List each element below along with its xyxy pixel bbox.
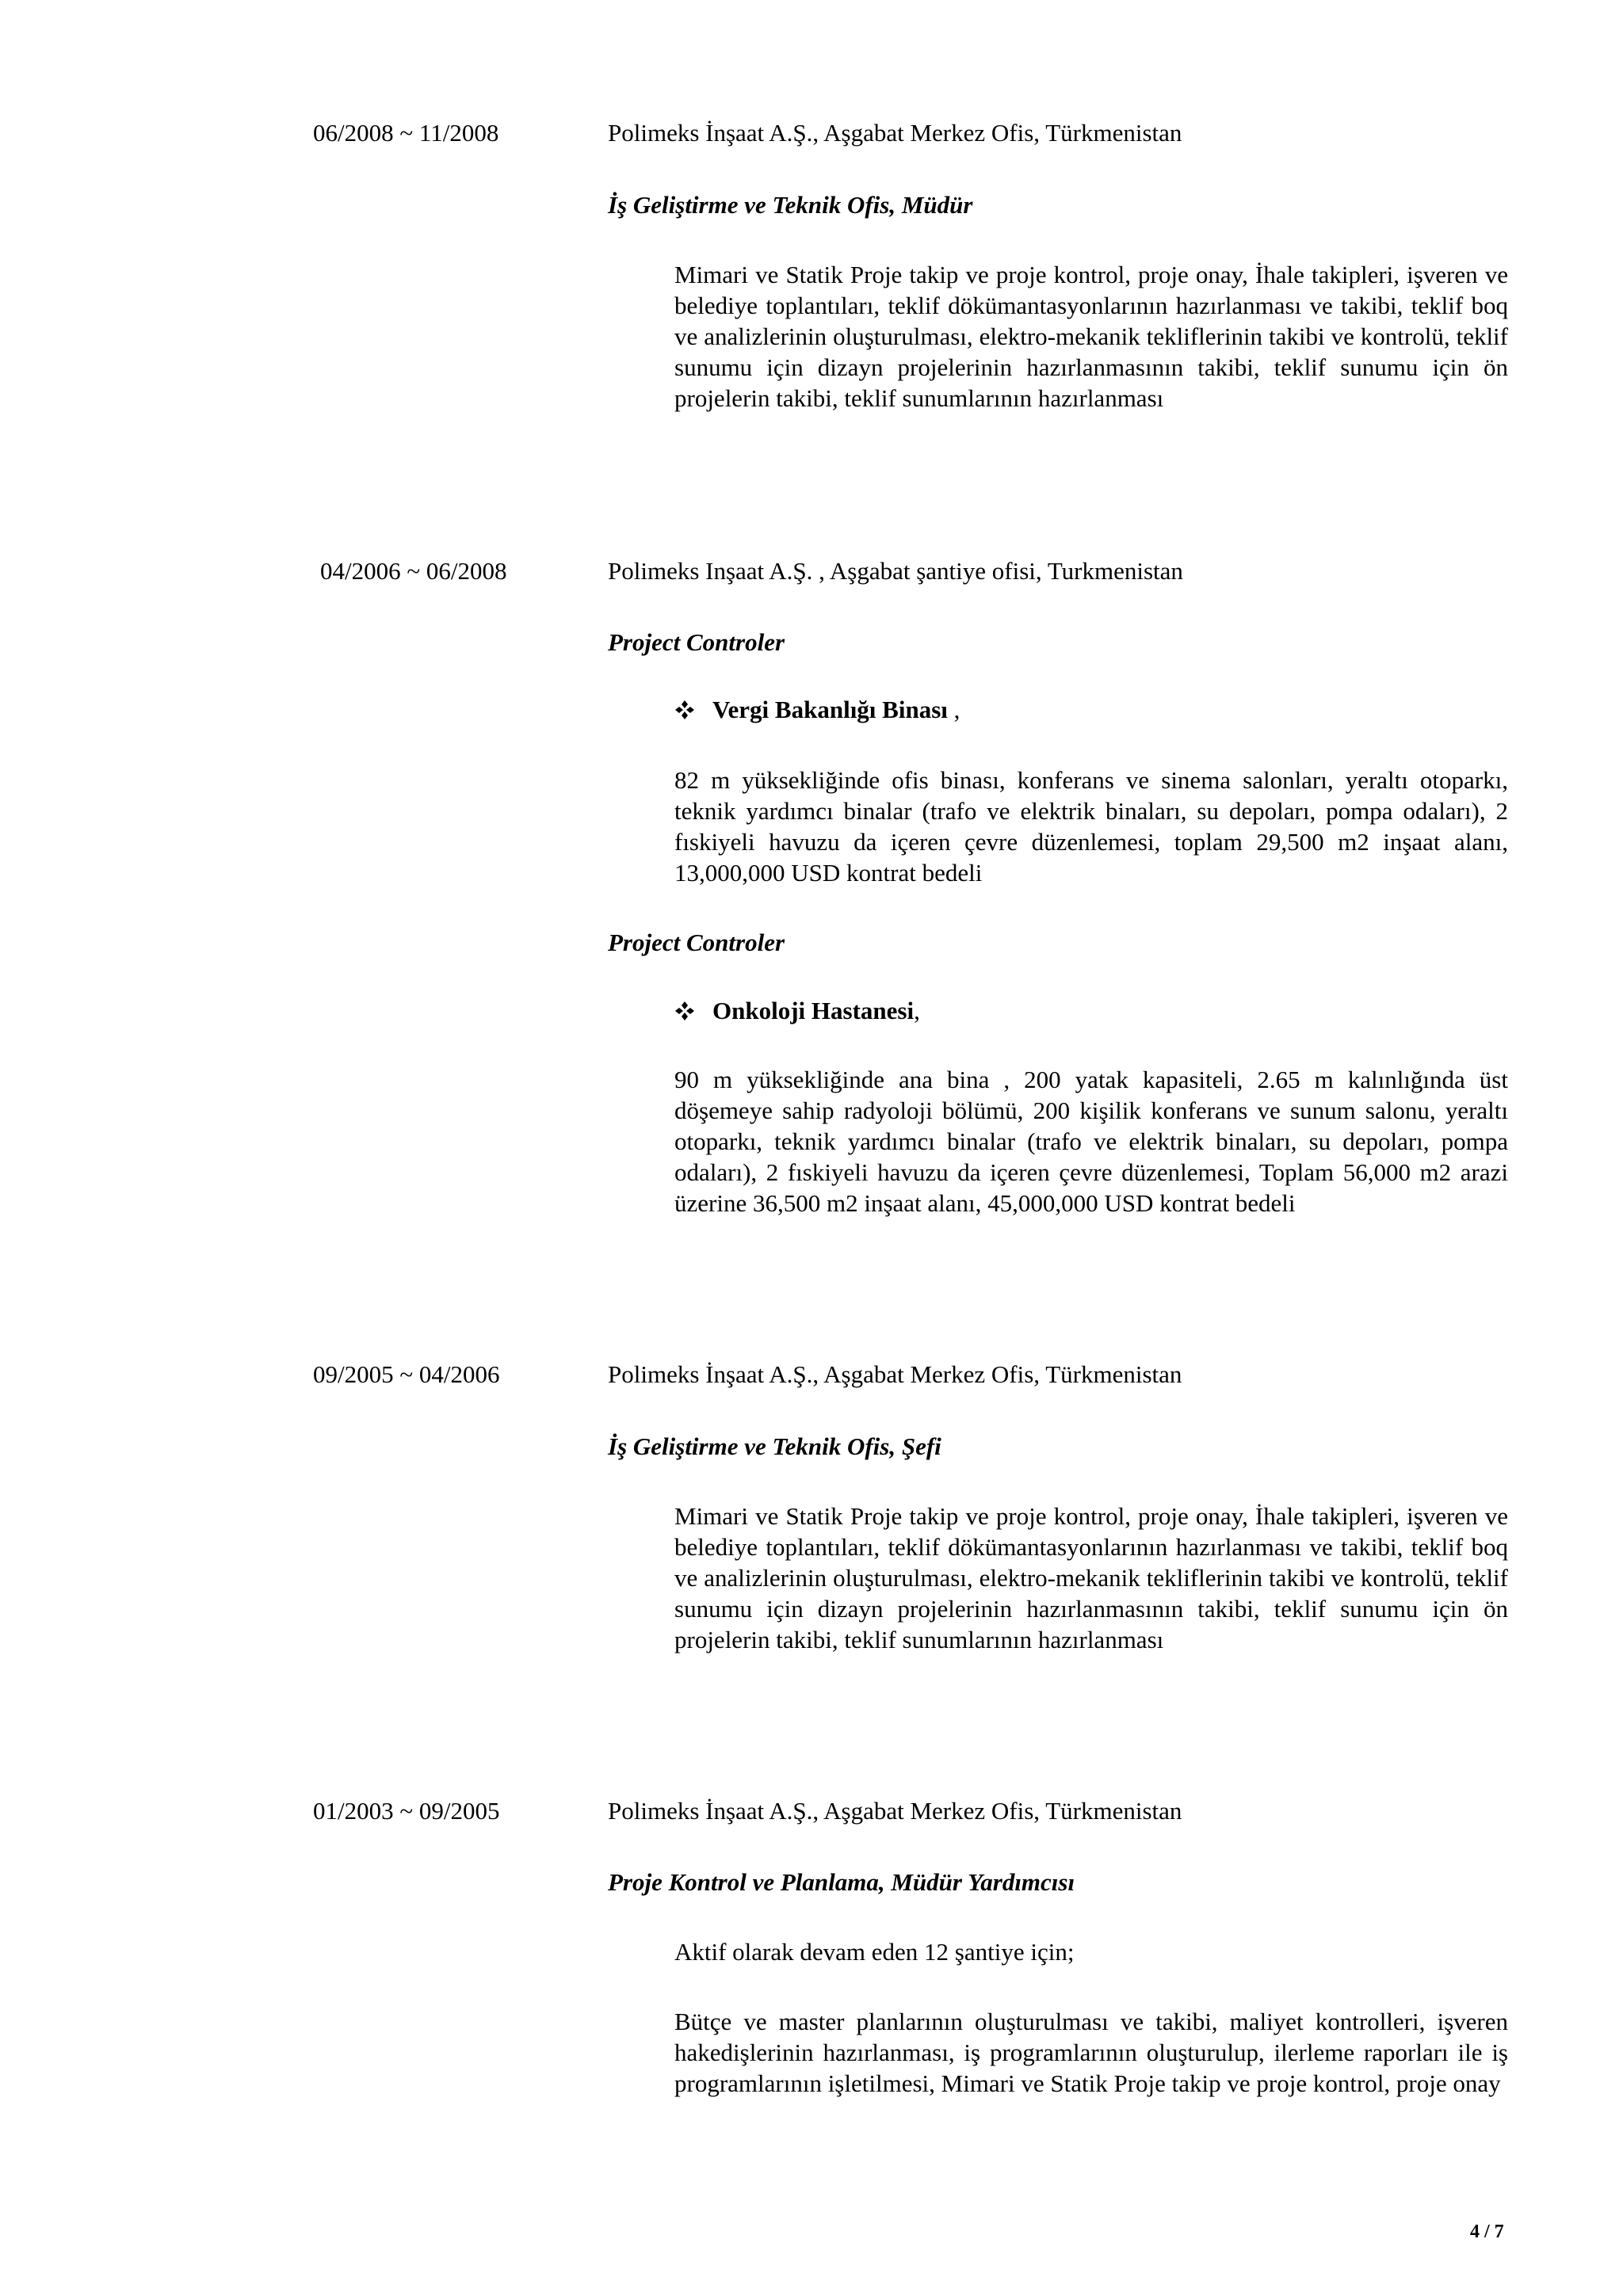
entry-description: Mimari ve Statik Proje takip ve proje kontrol, proje onay, İhale takipleri, işveren ve belediye toplantıları, teklif dökümantasyonlarının hazırlanması ve takibi, teklif boq ve analizlerinin oluşturulması, elektro-mekanik tekliflerinin takibi ve kontrolü, teklif sunumu için dizayn projelerinin hazırlanmasının takibi, teklif sunumu için ön projelerin takibi, teklif sunumlarının hazırlanması — [674, 1502, 1508, 1653]
project-description: 82 m yüksekliğinde ofis binası, konferans ve sinema salonları, yeraltı otoparkı, teknik yardımcı binalar (trafo ve elektrik binaları, su depoları, pompa odaları), 2 fıskiyeli havuzu da içeren çevre düzenlemesi, toplam 29,500 m2 inşaat alanı, 13,000,000 USD kontrat bedeli — [674, 766, 1508, 887]
four-diamond-bullet-icon — [674, 700, 695, 720]
entry-date: 04/2006 ~ 06/2008 — [320, 557, 507, 585]
project-role: Project Controler — [608, 628, 785, 656]
entry-company: Polimeks İnşaat A.Ş., Aşgabat Merkez Ofis, Türkmenistan — [608, 1360, 1182, 1388]
project-role: Project Controler — [608, 929, 785, 956]
entry-company: Polimeks İnşaat A.Ş., Aşgabat Merkez Ofis, Türkmenistan — [608, 1797, 1182, 1825]
entry-company: Polimeks İnşaat A.Ş., Aşgabat Merkez Ofis, Türkmenistan — [608, 119, 1182, 147]
project-title-suffix: , — [947, 696, 960, 723]
project-heading — [674, 995, 920, 1026]
entry-company: Polimeks Inşaat A.Ş. , Aşgabat şantiye ofisi, Turkmenistan — [608, 557, 1183, 585]
entry-role: Proje Kontrol ve Planlama, Müdür Yardımcısı — [608, 1868, 1075, 1896]
project-title-suffix: , — [914, 997, 920, 1024]
entry-intro: Aktif olarak devam eden 12 şantiye için; — [674, 1938, 1075, 1966]
entry-date: 06/2008 ~ 11/2008 — [313, 119, 499, 147]
entry-description: Bütçe ve master planlarının oluşturulması ve takibi, maliyet kontrolleri, işveren hakedişlerinin hazırlanması, iş programlarının oluşturulup, ilerleme raporları ile iş programlarının işletilmesi, Mimari ve Statik Proje takip ve proje kontrol, proje onay — [674, 2008, 1508, 2097]
entry-role: İş Geliştirme ve Teknik Ofis, Şefi — [608, 1432, 941, 1460]
entry-date: 09/2005 ~ 04/2006 — [313, 1360, 500, 1388]
four-diamond-bullet-icon — [674, 1001, 695, 1021]
entry-role: İş Geliştirme ve Teknik Ofis, Müdür — [608, 191, 973, 219]
project-description: 90 m yüksekliğinde ana bina , 200 yatak kapasiteli, 2.65 m kalınlığında üst döşemeye sahip radyoloji bölümü, 200 kişilik konferans ve sunum salonu, yeraltı otoparkı, teknik yardımcı binalar (trafo ve elektrik binaları, su depoları, pompa odaları), 2 fıskiyeli havuzu da içeren çevre düzenlemesi, Toplam 56,000 m2 arazi üzerine 36,500 m2 inşaat alanı, 45,000,000 USD kontrat bedeli — [674, 1066, 1508, 1217]
entry-date: 01/2003 ~ 09/2005 — [313, 1797, 500, 1825]
project-title: Onkoloji Hastanesi — [712, 997, 915, 1024]
page-number: 4 / 7 — [1470, 2222, 1504, 2242]
entry-description: Mimari ve Statik Proje takip ve proje kontrol, proje onay, İhale takipleri, işveren ve belediye toplantıları, teklif dökümantasyonlarının hazırlanması ve takibi, teklif boq ve analizlerinin oluşturulması, elektro-mekanik tekliflerinin takibi ve kontrolü, teklif sunumu için dizayn projelerinin hazırlanmasının takibi, teklif sunumu için ön projelerin takibi, teklif sunumlarının hazırlanması — [674, 261, 1508, 412]
project-title: Vergi Bakanlığı Binası — [712, 696, 948, 723]
project-heading — [674, 694, 960, 725]
